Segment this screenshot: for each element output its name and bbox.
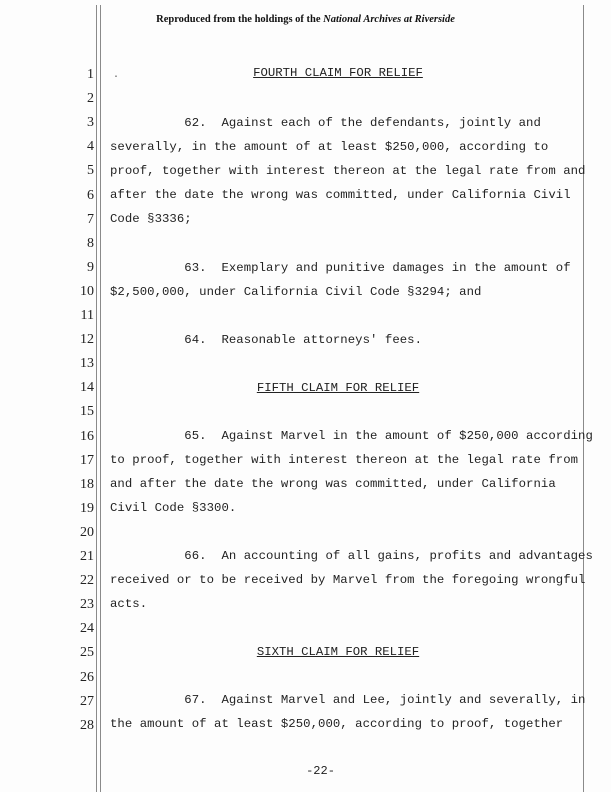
left-margin-line-inner — [100, 5, 101, 792]
text-line-4: severally, in the amount of at least $250,000, according to — [110, 140, 549, 154]
line-number: 17 — [80, 452, 94, 468]
line-number: 22 — [80, 573, 94, 589]
text-line-17: to proof, together with interest thereon at the legal rate from — [110, 453, 579, 467]
text-line-3: 62. Against each of the defendants, jointly and — [110, 116, 541, 130]
line-number: 23 — [80, 597, 94, 613]
text-line-16: 65. Against Marvel in the amount of $250,000 according — [110, 429, 593, 443]
text-line-21: 66. An accounting of all gains, profits and advantages — [110, 549, 593, 563]
text-line-27: 67. Against Marvel and Lee, jointly and severally, in — [110, 693, 586, 707]
line-number: 10 — [80, 283, 94, 299]
line-number: 9 — [87, 259, 94, 275]
line-number: 13 — [80, 356, 94, 372]
line-number: 20 — [80, 524, 94, 540]
heading-sixth-claim: SIXTH CLAIM FOR RELIEF — [256, 645, 420, 659]
line-number: 4 — [87, 139, 94, 155]
text-line-9: 63. Exemplary and punitive damages in the amount of — [110, 261, 571, 275]
text-line-18: and after the date the wrong was committed, under California — [110, 477, 556, 491]
text-line-5: proof, together with interest thereon at the legal rate from and — [110, 164, 586, 178]
line-number: 7 — [87, 211, 94, 227]
line-number: 11 — [80, 308, 94, 323]
line-number: 6 — [87, 187, 94, 203]
line-number: 16 — [80, 428, 94, 444]
line-number: 12 — [80, 332, 94, 348]
heading-fourth-claim: FOURTH CLAIM FOR RELIEF — [253, 66, 423, 80]
line-number: 19 — [80, 500, 94, 516]
heading-fifth-claim: FIFTH CLAIM FOR RELIEF — [256, 381, 420, 395]
line-number: 14 — [80, 380, 94, 396]
page-number: -22- — [306, 764, 335, 778]
line-number: 3 — [87, 115, 94, 131]
text-line-10: $2,500,000, under California Civil Code §3294; and — [110, 285, 482, 299]
text-line-28: the amount of at least $250,000, according to proof, together — [110, 717, 564, 731]
text-line-23: acts. — [110, 597, 148, 611]
text-line-12: 64. Reasonable attorneys' fees. — [110, 333, 423, 347]
line-number: 28 — [80, 717, 94, 733]
stray-mark: . — [113, 70, 120, 81]
header-archive-name: National Archives at Riverside — [323, 14, 455, 25]
line-number: 5 — [87, 163, 94, 179]
text-line-7: Code §3336; — [110, 212, 192, 226]
line-number: 15 — [80, 404, 94, 420]
text-line-19: Civil Code §3300. — [110, 501, 237, 515]
line-number: 18 — [80, 476, 94, 492]
line-number: 21 — [80, 549, 94, 564]
line-number: 25 — [80, 645, 94, 661]
archive-header — [0, 14, 611, 25]
line-number: 24 — [80, 621, 94, 637]
line-number: 8 — [87, 235, 94, 251]
text-line-6: after the date the wrong was committed, under California Civil — [110, 188, 571, 202]
header-prefix: Reproduced from the holdings of the — [156, 14, 324, 25]
line-number: 27 — [80, 693, 94, 709]
left-margin-line-outer — [96, 5, 97, 792]
line-number: 26 — [80, 669, 94, 685]
text-line-22: received or to be received by Marvel from the foregoing wrongful — [110, 573, 586, 587]
line-number: 1 — [87, 67, 94, 82]
right-margin-line — [583, 5, 584, 792]
line-number: 2 — [87, 91, 94, 107]
